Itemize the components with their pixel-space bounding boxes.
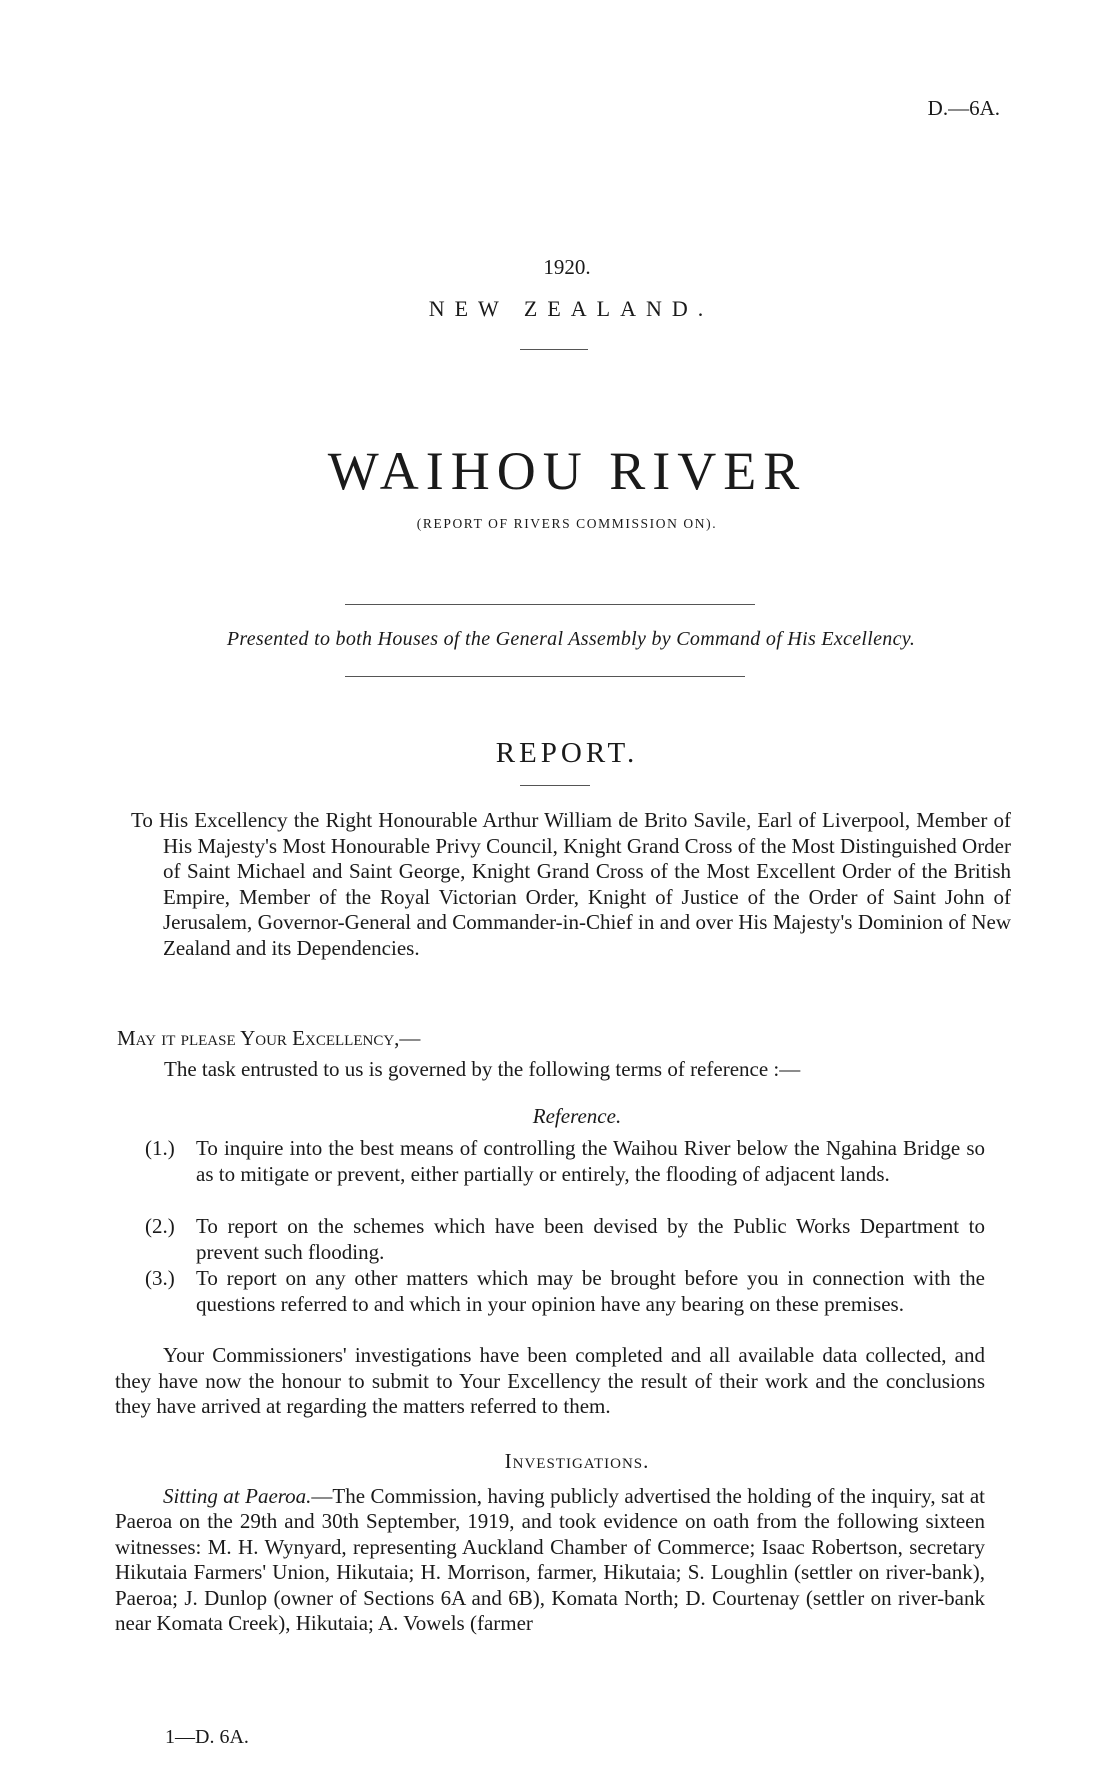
reference-item: [145, 1214, 985, 1265]
address-paragraph: To His Excellency the Right Honourable Arthur William de Brito Savile, Earl of Liverpool, Member of His Majesty's Most Honourable Privy Council, Knight Grand Cross of the Most Distinguished Order of Saint Michael and Saint George, Knight Grand Cross of the Most Excellent Order of the British Empire, Member of the Royal Victorian Order, Knight of Justice of the Order of Saint John of Jerusalem, Governor-General and Commander-in-Chief in and over His Majesty's Dominion of New Zealand and its Dependencies.: [131, 808, 1011, 960]
divider-rule: [345, 676, 745, 677]
divider-rule: [520, 785, 590, 786]
document-subtitle: (REPORT OF RIVERS COMMISSION ON).: [416, 516, 718, 531]
investigations-heading: Investigations.: [504, 1449, 650, 1473]
reference-text: To report on the schemes which have been devised by the Public Works Department to prevent such flooding.: [196, 1214, 985, 1264]
reference-item: [145, 1136, 985, 1187]
page-reference: D.—6A.: [927, 96, 1000, 120]
report-heading: REPORT.: [495, 737, 639, 769]
sitting-label: Sitting at Paeroa.: [163, 1484, 312, 1508]
presentation-line: Presented to both Houses of the General Assembly by Command of His Excellency.: [226, 628, 916, 650]
sitting-paragraph: [115, 1484, 985, 1636]
sitting-text: —The Commission, having publicly advertised the holding of the inquiry, sat at Paeroa on the 29th and 30th September, 1919, and took evidence on oath from the following sixteen witnesses: M. H. Wynyard, representing Auckland Chamber of Commerce; Isaac Robertson, secretary Hikutaia Farmers' Union, Hikutaia; H. Morrison, farmer, Hikutaia; S. Loughlin (settler on river-bank), Paeroa; J. Dunlop (owner of Sections 6A and 6B), Komata North; D. Courtenay (settler on river-bank near Komata Creek), Hikutaia; A. Vowels (farmer: [115, 1484, 985, 1636]
country-heading: NEW ZEALAND.: [428, 296, 714, 321]
reference-item: [145, 1266, 985, 1317]
reference-text: To report on any other matters which may be brought before you in connection with the questions referred to and which in your opinion have any bearing on these premises.: [196, 1266, 985, 1316]
year: 1920.: [543, 255, 591, 279]
divider-rule: [520, 349, 588, 350]
reference-number: (3.): [145, 1266, 175, 1290]
investigations-intro: Your Commissioners' investigations have been completed and all available data collected, and they have now the honour to submit to Your Excellency the result of their work and the conclusions they have arrived at regarding the matters referred to them.: [115, 1343, 985, 1419]
reference-text: To inquire into the best means of controlling the Waihou River below the Ngahina Bridge so as to mitigate or prevent, either partially or entirely, the flooding of adjacent lands.: [196, 1136, 985, 1186]
footer-reference: 1—D. 6A.: [165, 1726, 249, 1748]
divider-rule: [345, 604, 755, 605]
reference-heading: Reference.: [532, 1104, 622, 1128]
reference-number: (2.): [145, 1214, 175, 1238]
terms-intro: The task entrusted to us is governed by the following terms of reference :—: [164, 1057, 801, 1081]
reference-number: (1.): [145, 1136, 175, 1160]
salutation: May it please Your Excellency,—: [117, 1026, 421, 1050]
document-title: WAIHOU RIVER: [327, 441, 807, 501]
